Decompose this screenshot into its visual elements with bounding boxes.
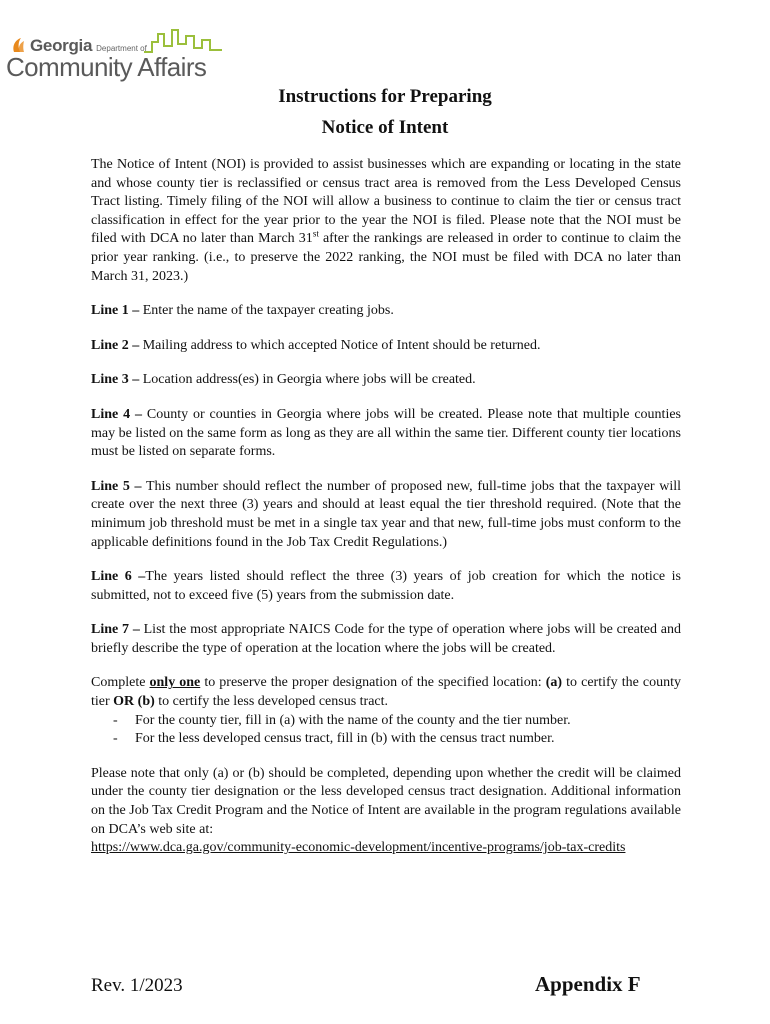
- revision-label: Rev. 1/2023: [91, 975, 183, 996]
- logo-dept: Department of: [96, 44, 147, 53]
- dash-bullet: -: [113, 731, 118, 747]
- intro-paragraph: [91, 156, 681, 286]
- line-3-label: Line 3 –: [91, 372, 140, 388]
- line-6-label: Line 6 –: [91, 569, 146, 585]
- bullet-county-tier: For the county tier, fill in (a) with the name of the county and the tier number.: [135, 712, 571, 728]
- note-text: Please note that only (a) or (b) should be completed, depending upon whether the credit will be claimed under the county tier designation or the less developed census tract designation. Additional information on the Job Tax Credit Program and the Notice of Intent are available in the program regulations available on DCA’s web site at:: [91, 765, 681, 837]
- line-2-label: Line 2 –: [91, 337, 140, 353]
- logo-name: Community Affairs: [6, 52, 207, 82]
- line-5-label: Line 5 –: [91, 478, 142, 494]
- line-4-text: County or counties in Georgia where jobs will be created. Please note that multiple counties may be listed on the same form as long as they are all within the same tier. Different county tier locations must be listed on separate forms.: [91, 406, 681, 460]
- line-3-paragraph: [91, 371, 681, 390]
- line-4-label: Line 4 –: [91, 406, 142, 422]
- complete-text-2: to preserve the proper designation of the specified location:: [200, 675, 546, 691]
- line-5-text: This number should reflect the number of proposed new, full-time jobs that the taxpayer will create over the next three (3) years and should at least equal the tier threshold required. (Note that the minimum job threshold must be met in a single tax year and that new, full-time jobs must conform to the applicable definitions found in the Job Tax Credit Regulations.): [91, 478, 681, 550]
- line-6-text: The years listed should reflect the three (3) years of job creation for which the notice is submitted, not to exceed five (5) years from the submission date.: [91, 569, 681, 603]
- skyline-icon: [144, 26, 224, 54]
- page-title-line1: Instructions for Preparing: [278, 86, 492, 107]
- job-tax-credits-link[interactable]: https://www.dca.ga.gov/community-economic-development/incentive-programs/job-tax-credits: [91, 840, 626, 856]
- complete-text-3: to certify the county tier: [91, 675, 681, 710]
- dca-logo: [6, 24, 236, 84]
- complete-text-4: to certify the less developed census tract.: [154, 694, 389, 710]
- logo-brand: Georgia: [30, 36, 93, 55]
- line-1-label: Line 1 –: [91, 303, 140, 319]
- line-2-paragraph: [91, 337, 681, 356]
- intro-text-a: The Notice of Intent (NOI) is provided to assist businesses which are expanding or locating in the state and whose county tier is reclassified or census tract area is removed from the Less Developed Census Tract listing. Timely filing of the NOI will allow a business to continue to claim the tier or census tract classification in effect for the year prior to the year the NOI is filed. Please note that the NOI must be filed with DCA no later than March 31: [91, 157, 681, 247]
- dash-bullet: -: [113, 712, 118, 728]
- line-7-paragraph: [91, 621, 681, 658]
- only-one-emphasis: only one: [149, 675, 201, 691]
- line-6-paragraph: [91, 568, 681, 605]
- page-title-line2: Notice of Intent: [321, 117, 449, 138]
- list-item: [91, 712, 681, 731]
- line-1-text: Enter the name of the taxpayer creating jobs.: [139, 303, 394, 319]
- complete-paragraph: [91, 674, 681, 711]
- list-item: [91, 730, 681, 749]
- instructions-body: [91, 156, 681, 858]
- note-paragraph: [91, 765, 681, 858]
- line-5-paragraph: [91, 478, 681, 552]
- line-2-text: Mailing address to which accepted Notice of Intent should be returned.: [139, 337, 541, 353]
- intro-text-b: after the rankings are released in order to continue to claim the prior year ranking. (i.e., to preserve the 2022 ranking, the NOI must be filed with DCA no later than March 31, 2023.): [91, 231, 681, 284]
- intro-sup: st: [312, 228, 319, 239]
- line-7-text: List the most appropriate NAICS Code for the type of operation where jobs will be created and briefly describe the type of operation at the location where the jobs will be created.: [91, 622, 681, 656]
- line-4-paragraph: [91, 406, 681, 462]
- option-a-label: (a): [545, 675, 563, 691]
- bullet-census-tract: For the less developed census tract, fill in (b) with the census tract number.: [135, 731, 555, 747]
- line-7-label: Line 7 –: [91, 622, 140, 638]
- appendix-label: Appendix F: [535, 972, 641, 996]
- line-3-text: Location address(es) in Georgia where jobs will be created.: [139, 372, 476, 388]
- option-b-label: OR (b): [113, 694, 155, 710]
- line-1-paragraph: [91, 302, 681, 321]
- complete-bullets: [91, 712, 681, 749]
- complete-text-1: Complete: [91, 675, 150, 691]
